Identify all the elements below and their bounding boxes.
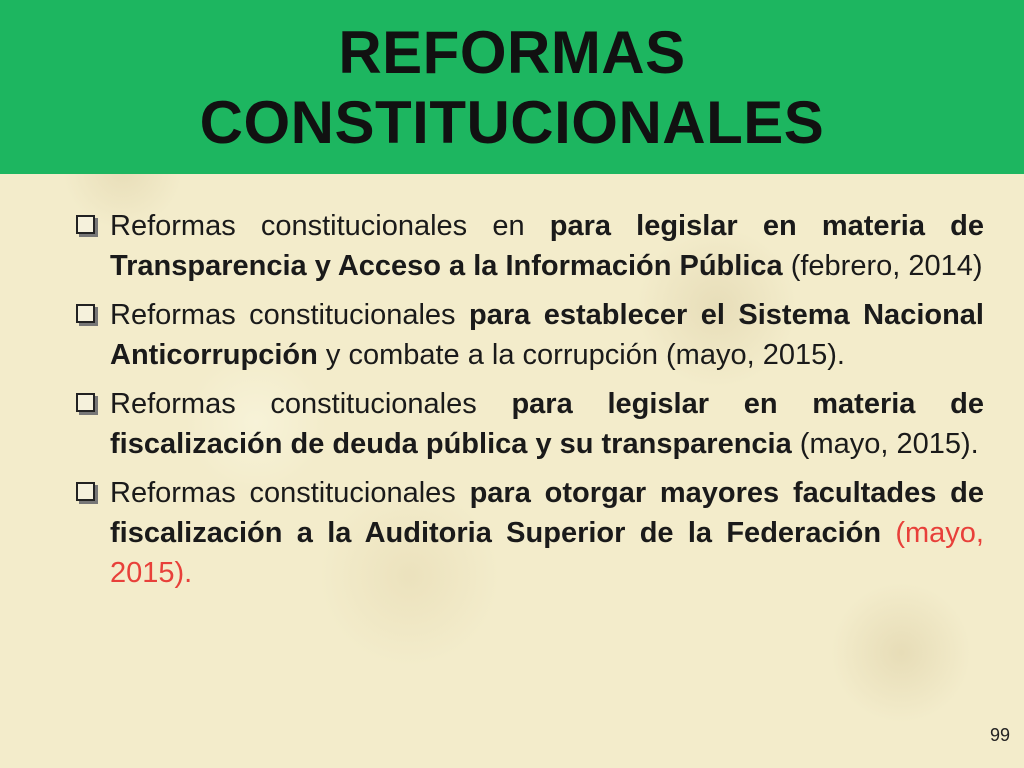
checkbox-bullet-icon (76, 215, 95, 234)
checkbox-bullet-icon (76, 393, 95, 412)
item-date: y combate a la corrupción (mayo, 2015). (317, 339, 845, 371)
item-date: (mayo, 2015). (791, 428, 979, 460)
item-date: (febrero, 2014) (782, 250, 983, 282)
item-emphasis: para legislar en materia de fiscalización de deuda pública y su transparencia (110, 388, 984, 460)
item-text: Reformas constitucionales en (110, 210, 550, 242)
item-text: Reformas constitucionales (110, 388, 512, 420)
checkbox-bullet-icon (76, 482, 95, 501)
item-emphasis: para legislar en materia de Transparencia y Acceso a la Información Pública (110, 210, 984, 282)
page-number: 99 (989, 725, 1010, 745)
list-item (74, 384, 984, 464)
item-emphasis: para otorgar mayores facultades de fiscalización a la Auditoria Superior de la Federación (110, 477, 984, 549)
list-item (74, 473, 984, 593)
item-text: Reformas constitucionales (110, 477, 470, 509)
title-band (0, 0, 1024, 174)
item-text: Reformas constitucionales (110, 299, 470, 331)
item-emphasis: para establecer el Sistema Nacional Anticorrupción (110, 299, 984, 371)
list-item (74, 295, 984, 375)
slide-title-line-1: REFORMAS (338, 19, 686, 86)
bullet-list (74, 206, 984, 593)
item-date: (mayo, 2015). (110, 517, 984, 589)
slide-title-line-2: CONSTITUCIONALES (199, 89, 825, 156)
list-item (74, 206, 984, 286)
checkbox-bullet-icon (76, 304, 95, 323)
